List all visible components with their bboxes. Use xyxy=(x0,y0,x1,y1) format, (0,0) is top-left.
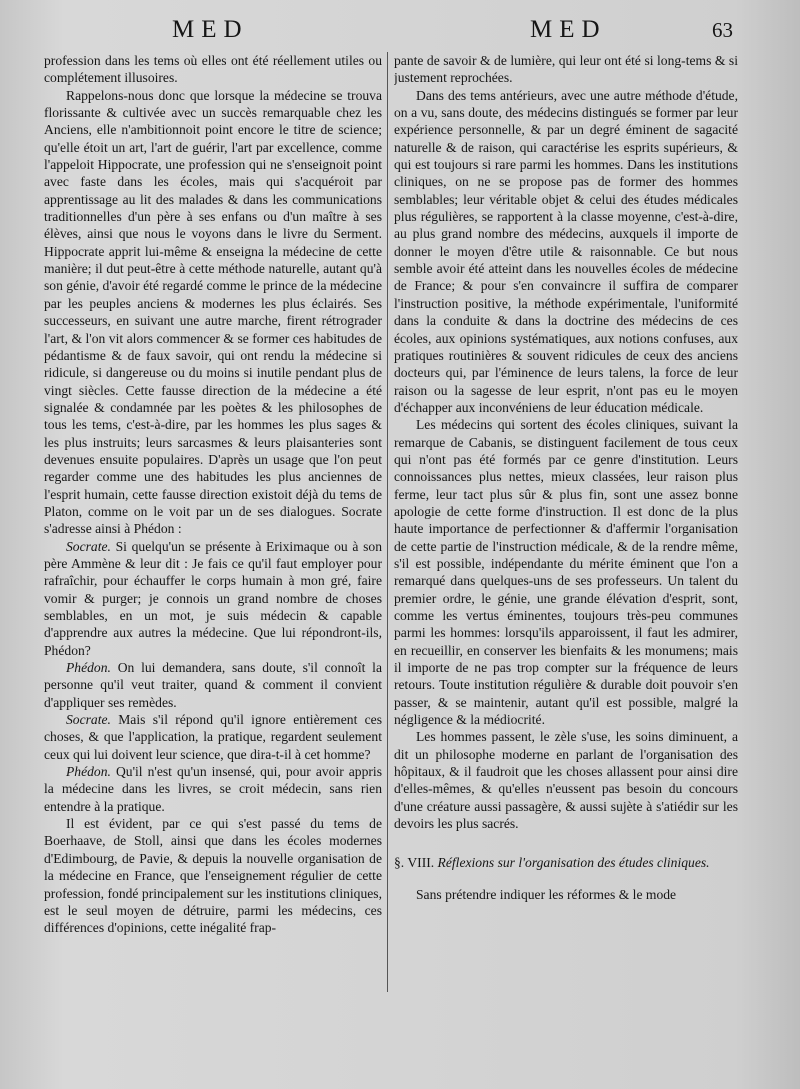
paragraph-text: Sans prétendre indiquer les réformes & le mode xyxy=(416,886,677,902)
continued-paragraph xyxy=(44,52,382,87)
dialogue-text: Mais s'il répond qu'il ignore entièrement ces choses, & que l'application, la pratique, regardent seulement ceux qui lui doivent leur science, que dira-t-il à cet homme? xyxy=(44,712,382,762)
running-header xyxy=(0,16,800,50)
dialogue-text: On lui demandera, sans doute, s'il connoît la personne qu'il veut traiter, quand & comment il convient d'appliquer ses remèdes. xyxy=(44,660,382,710)
paragraph-text: Dans des tems antérieurs, avec une autre méthode d'étude, on a vu, sans doute, des médecins distingués se former par leur expérience personnelle, & par un degré éminent de sagacité naturelle & de raison, qui caractérise les esprits supérieurs, & qui est toujours si rare parmi les hommes. Dans les institutions cliniques, on ne se propose pas de former des hommes semblables; leur véritable objet & celui des études médicales plus régulières, se rapportent à la classe moyenne, c'est-à-dire, au plus grand nombre des médecins, auxquels il importe de donner le moyen d'être utile & raisonnable. Ce but nous semble avoir été atteint dans les nouvelles écoles de médecine de France; & pour s'en convaincre il suffira de comparer l'instruction positive, la méthode expérimentale, l'uniformité dans la conduite & dans la doctrine des médecins de ces écoles, aux opinions systématiques, aux notions confuses, aux pratiques routinières & souvent ridicules de ceux des anciens docteurs qui, par l'éminence de leurs talens, la force de leur raison ou la sagesse de leur esprit, n'ont pas eu le moyen d'échapper aux inconvéniens de leur éducation médicale. xyxy=(394,87,738,415)
paragraph xyxy=(44,815,382,936)
paragraph xyxy=(394,87,738,417)
speaker-name: Phédon. xyxy=(66,764,111,780)
speaker-name: Socrate. xyxy=(66,712,111,728)
page-number: 63 xyxy=(712,18,733,42)
header-right-word: MED xyxy=(530,16,607,43)
dialogue-text: Si quelqu'un se présente à Eriximaque ou à son père Ammène & leur dit : Je fais ce qu'il faut employer pour rafraîchir, pour échauffer le corps humain à mon gré, faire vomir & purger; je connois un grand nombre de choses semblables, en un mot, je suis médecin & capable d'apprendre aux autres la médecine. Que lui répondront-ils, Phédon? xyxy=(44,538,382,658)
right-column xyxy=(394,52,738,1037)
section-heading xyxy=(394,854,738,871)
paragraph xyxy=(394,728,738,832)
dialogue-paragraph xyxy=(44,711,382,763)
paragraph-text: Rappelons-nous donc que lorsque la médecine se trouva florissante & cultivée avec un succès remarquable chez les Anciens, elle n'ambitionnoit point encore le titre de science; qu'elle étoit un art, l'art de guérir, l'art par excellence, comme l'appeloit Hippocrate, une profession qui ne s'enseignoit point avec faste dans les écoles, mais qui s'acquéroit par apprentissage au lit des malades & dans les communications traditionnelles d'un père à ses enfans ou d'un maître à ses élèves, ainsi que nous le voyons dans le livre du Serment. Hippocrate apprit lui-même & enseigna la médecine de cette manière; il dut peut-être à cette méthode naturelle, autant qu'à son génie, d'avoir été regardé comme le prince de la médecine par les peuples anciens & modernes les plus éclairés. Ses successeurs, en suivant une autre marche, firent rétrograder l'art, & l'on vit alors commencer & se former ces habitudes de pédantisme & de faux savoir, qui ont rendu la médecine si ridicule, si dangereuse ou du moins si inutile pendant plus de vingt siècles. Cette fausse direction de la médecine a été signalée & condamnée par les poètes & les philosophes de tous les tems, c'est-à-dire, par les hommes les plus sages & les plus instruits; leurs sarcasmes & leurs plaisanteries sont devenues ensuite populaires. D'après un usage que l'on peut regarder comme une des habitudes les plus anciennes de l'esprit humain, cette fausse direction existoit déjà du tems de Platon, comme on le voit par un de ses dialogues. Socrate s'adresse ainsi à Phédon : xyxy=(44,87,382,537)
column-divider xyxy=(387,52,388,992)
paragraph xyxy=(394,886,738,903)
dialogue-paragraph xyxy=(44,659,382,711)
paragraph-text: Il est évident, par ce qui s'est passé du tems de Boerhaave, de Stoll, ainsi que dans les écoles modernes d'Edimbourg, de Pavie, & depuis la nouvelle organisation de la médecine en France, que l'enseignement régulier de cette profession, fondé principalement sur les institutions cliniques, est le seul moyen de détruire, parmi les médecins, ces différences d'opinions, cette inégalité frap- xyxy=(44,816,382,936)
left-column xyxy=(44,52,382,1037)
header-left-word: MED xyxy=(172,16,249,43)
paragraph-text: Les hommes passent, le zèle s'use, les soins diminuent, a dit un philosophe moderne en parlant de l'organisation des hôpitaux, & il faudroit que les choses allassent pour ainsi dire d'elles-mêmes, & qu'elles n'eussent pas besoin du concours d'une créature aussi passagère, & aussi sujète à s'atiédir sur les devoirs les plus sacrés. xyxy=(394,729,738,832)
speaker-name: Socrate. xyxy=(66,538,111,554)
section-number: §. VIII. xyxy=(394,855,435,871)
dialogue-text: Qu'il n'est qu'un insensé, qui, pour avoir appris la médecine dans les livres, se croit médecin, sans rien entendre à la pratique. xyxy=(44,764,382,814)
continued-paragraph xyxy=(394,52,738,87)
speaker-name: Phédon. xyxy=(66,660,111,676)
paragraph-text: profession dans les tems où elles ont été réellement utiles ou complétement illusoires. xyxy=(44,53,382,86)
dialogue-paragraph xyxy=(44,763,382,815)
paragraph xyxy=(394,416,738,728)
dialogue-paragraph xyxy=(44,538,382,659)
paragraph-text: pante de savoir & de lumière, qui leur ont été si long-tems & si justement reprochées. xyxy=(394,53,738,86)
paragraph xyxy=(44,87,382,538)
paragraph-text: Les médecins qui sortent des écoles cliniques, suivant la remarque de Cabanis, se distinguent facilement de tous ceux qui n'ont pas été formés par ce genre d'institution. Leurs connoissances plus nettes, mieux classées, leur raison plus ferme, leur tact plus sûr & plus fin, sont une assez bonne apologie de cette forme d'instruction. Il est donc de la plus haute importance de perfectionner & d'affermir l'organisation de cette partie de l'instruction médicale, & de la rendre même, s'il est possible, indépendante du mérite éminent que l'on a remarqué dans quelques-uns de ses professeurs. Un talent du premier ordre, le génie, une grande élévation d'esprit, sont, comme les vertus éminentes, toujours très-peu communes parmi les hommes: lorsqu'ils apparoissent, il faut les admirer, en recueillir, en conserver les bienfaits & les monumens; mais il importe de ne pas trop compter sur la fréquence de leurs retours. Toute institution régulière & durable doit pouvoir s'en passer, & se maintenir, autant qu'il est possible, malgré la négligence & la médiocrité. xyxy=(394,417,738,728)
section-title: Réflexions sur l'organisation des études cliniques. xyxy=(434,855,710,871)
